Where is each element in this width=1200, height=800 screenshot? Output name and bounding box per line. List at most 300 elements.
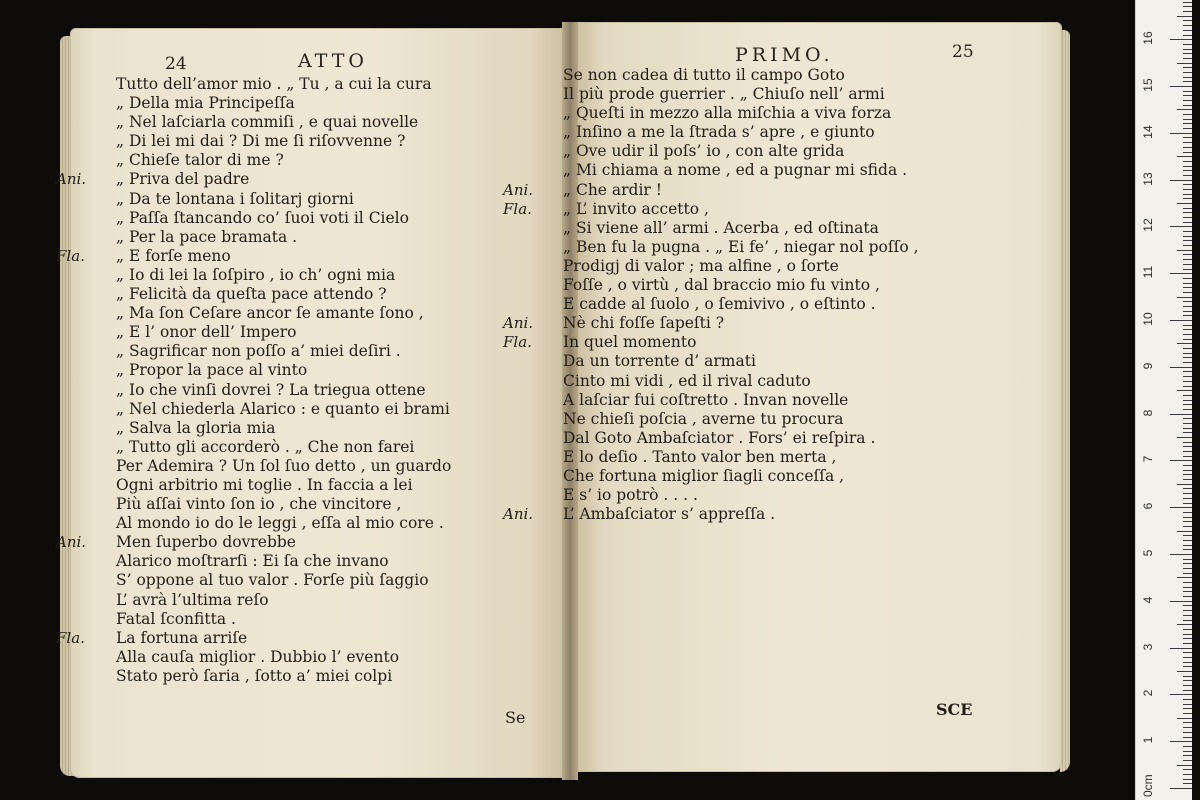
- ruler-tick: [1183, 535, 1192, 536]
- verse-text: E lo deſio . Tanto valor ben merta ,: [563, 447, 837, 466]
- ruler-label: 14: [1141, 125, 1155, 139]
- ruler-tick: [1183, 474, 1192, 475]
- ruler-tick: [1170, 694, 1192, 695]
- right-page-number: 25: [952, 42, 974, 62]
- ruler-tick: [1183, 652, 1192, 653]
- text-line: [545, 372, 965, 391]
- text-line: [98, 571, 493, 590]
- ruler-tick: [1183, 11, 1192, 12]
- ruler-tick: [1183, 100, 1192, 101]
- ruler-tick: [1183, 301, 1192, 302]
- ruler-tick: [1177, 250, 1192, 251]
- verse-text: Stato però ſaria , ſotto a’ miei colpi: [116, 666, 393, 685]
- ruler-tick: [1183, 119, 1192, 120]
- ruler-tick: [1183, 568, 1192, 569]
- ruler-tick: [1183, 357, 1192, 358]
- ruler-tick: [1183, 142, 1192, 143]
- ruler-tick: [1183, 105, 1192, 106]
- right-catchword: SCE: [936, 700, 973, 719]
- verse-text: L’ avrà l’ultima reſo: [116, 590, 269, 609]
- ruler-tick: [1177, 203, 1192, 204]
- ruler-tick: [1183, 254, 1192, 255]
- ruler-tick: [1183, 44, 1192, 45]
- ruler-tick: [1183, 409, 1192, 410]
- ruler-tick: [1170, 180, 1192, 181]
- ruler-tick: [1183, 287, 1192, 288]
- verse-text: Men ſuperbo dovrebbe: [116, 533, 296, 552]
- verse-text: Alarico moſtrarſi : Ei ſa che invano: [116, 552, 389, 571]
- verse-text: La fortuna arriſe: [116, 628, 248, 647]
- ruler-tick: [1183, 610, 1192, 611]
- verse-text: „ Inſino a me la ſtrada s’ apre , e giunto: [563, 123, 875, 142]
- text-line: [98, 228, 493, 247]
- ruler-tick: [1177, 63, 1192, 64]
- ruler-tick: [1170, 460, 1192, 461]
- ruler-tick: [1183, 166, 1192, 167]
- ruler-tick: [1183, 680, 1192, 681]
- ruler-tick: [1183, 362, 1192, 363]
- verse-text: L’ Ambaſciator s’ appreſſa .: [563, 505, 776, 524]
- ruler-tick: [1183, 240, 1192, 241]
- ruler-tick: [1183, 334, 1192, 335]
- ruler-tick: [1177, 671, 1192, 672]
- left-running-head: ATTO: [298, 50, 368, 72]
- ruler-tick: [1183, 259, 1192, 260]
- text-line: [98, 361, 493, 380]
- verse-text: „ Per la pace bramata .: [116, 227, 298, 246]
- ruler-tick: [1170, 86, 1192, 87]
- text-line: [56, 533, 493, 552]
- verse-text: Il più prode guerrier . „ Chiuſo nell’ armi: [563, 85, 885, 104]
- text-line: [503, 199, 965, 219]
- text-line: [98, 75, 493, 94]
- verse-text: „ Che ardir !: [563, 180, 662, 199]
- verse-text: „ Paſſa ſtancando co’ ſuoi voti il Cielo: [116, 208, 409, 227]
- ruler-tick: [1177, 531, 1192, 532]
- ruler-tick: [1183, 418, 1192, 419]
- text-line: [98, 591, 493, 610]
- verse-text: „ Felicità da queſta pace attendo ?: [116, 285, 387, 304]
- text-line: [98, 552, 493, 571]
- ruler-label: 13: [1141, 171, 1155, 186]
- text-line: [98, 323, 493, 342]
- text-line: [98, 94, 493, 113]
- text-line: [98, 667, 493, 686]
- ruler-tick: [1183, 35, 1192, 36]
- text-line: [545, 295, 965, 314]
- ruler-label: 0cm: [1141, 774, 1155, 797]
- ruler-label: 11: [1141, 265, 1155, 279]
- ruler-tick: [1183, 128, 1192, 129]
- ruler-label: 10: [1141, 312, 1155, 326]
- verse-text: Foſſe , o virtù , dal braccio mio fu vinto ,: [563, 276, 880, 295]
- ruler-label: 15: [1141, 78, 1155, 92]
- ruler-tick: [1183, 325, 1192, 326]
- ruler-tick: [1183, 493, 1192, 494]
- speaker-label: Ani.: [56, 533, 87, 552]
- text-line: [98, 476, 493, 495]
- verse-text: „ Tutto gli accorderò . „ Che non farei: [116, 437, 415, 456]
- ruler-tick: [1183, 67, 1192, 68]
- ruler-tick: [1183, 605, 1192, 606]
- verse-text: Ogni arbitrio mi toglie . In faccia a lei: [116, 475, 413, 494]
- text-line: [98, 457, 493, 476]
- ruler-tick: [1183, 53, 1192, 54]
- ruler-tick: [1183, 559, 1192, 560]
- ruler-tick: [1183, 245, 1192, 246]
- ruler-tick: [1183, 629, 1192, 630]
- text-line: [545, 276, 965, 295]
- ruler-tick: [1177, 484, 1192, 485]
- ruler-tick: [1183, 591, 1192, 592]
- ruler-tick: [1183, 737, 1192, 738]
- ruler-tick: [1177, 156, 1192, 157]
- verse-text: Al mondo io do le leggi , eſſa al mio core .: [116, 514, 444, 533]
- ruler-tick: [1177, 765, 1192, 766]
- ruler-label: 6: [1141, 502, 1155, 510]
- ruler-tick: [1183, 152, 1192, 153]
- ruler-tick: [1183, 582, 1192, 583]
- ruler-tick: [1183, 395, 1192, 396]
- ruler-tick: [1170, 133, 1192, 134]
- ruler-tick: [1170, 601, 1192, 602]
- verse-text: Alla cauſa miglior . Dubbio l’ evento: [116, 647, 400, 666]
- ruler-tick: [1183, 353, 1192, 354]
- ruler-tick: [1177, 718, 1192, 719]
- ruler-tick: [1183, 306, 1192, 307]
- verse-text: „ Di lei mi dai ? Di me ſi riſovvenne ?: [116, 132, 406, 151]
- ruler-tick: [1183, 72, 1192, 73]
- text-line: [98, 381, 493, 400]
- ruler-tick: [1170, 648, 1192, 649]
- verse-text: Dal Goto Ambaſciator . Fors’ ei reſpira .: [563, 428, 876, 447]
- verse-text: Ne chieſi poſcia , averne tu procura: [563, 409, 844, 428]
- text-line: [98, 495, 493, 514]
- ruler-tick: [1183, 315, 1192, 316]
- ruler-tick: [1170, 507, 1192, 508]
- ruler-tick: [1170, 414, 1192, 415]
- ruler-tick: [1183, 732, 1192, 733]
- ruler-tick: [1183, 573, 1192, 574]
- ruler-tick: [1183, 690, 1192, 691]
- ruler-tick: [1183, 49, 1192, 50]
- text-line: [98, 113, 493, 132]
- verse-text: Più aſſai vinto ſon io , che vincitore ,: [116, 495, 402, 514]
- ruler-tick: [1183, 212, 1192, 213]
- verse-text: „ Da te lontana i ſolitarj giorni: [116, 189, 354, 208]
- ruler-tick: [1183, 620, 1192, 621]
- right-running-head: PRIMO.: [735, 44, 834, 66]
- text-line: [545, 142, 965, 161]
- ruler-tick: [1183, 446, 1192, 447]
- verse-text: „ Io di lei la ſoſpiro , io ch’ ogni mia: [116, 265, 396, 284]
- ruler-tick: [1183, 6, 1192, 7]
- ruler-tick: [1183, 563, 1192, 564]
- text-line: [98, 610, 493, 629]
- verse-text: E s’ io potrò . . . .: [563, 486, 698, 505]
- ruler-tick: [1183, 615, 1192, 616]
- verse-text: In quel momento: [563, 333, 697, 352]
- ruler-tick: [1183, 25, 1192, 26]
- ruler-tick: [1183, 676, 1192, 677]
- verse-text: Che fortuna miglior ſiagli conceſſa ,: [563, 466, 845, 485]
- ruler-tick: [1183, 755, 1192, 756]
- text-line: [545, 85, 965, 104]
- verse-text: „ Chieſe talor di me ?: [116, 151, 284, 170]
- verse-text: „ Della mia Principeſſa: [116, 94, 295, 113]
- ruler-tick: [1183, 699, 1192, 700]
- ruler-tick: [1183, 189, 1192, 190]
- ruler-tick: [1177, 390, 1192, 391]
- ruler-tick: [1183, 657, 1192, 658]
- speaker-label: Fla.: [56, 246, 85, 265]
- ruler-tick: [1183, 386, 1192, 387]
- ruler-tick: [1183, 760, 1192, 761]
- text-line: [98, 514, 493, 533]
- ruler-label: 8: [1141, 409, 1155, 416]
- text-line: [545, 257, 965, 276]
- ruler-tick: [1177, 109, 1192, 110]
- ruler-tick: [1183, 774, 1192, 775]
- ruler-label: 4: [1141, 596, 1155, 604]
- ruler-tick: [1183, 512, 1192, 513]
- ruler-tick: [1183, 634, 1192, 635]
- ruler-tick: [1183, 194, 1192, 195]
- ruler-tick: [1183, 161, 1192, 162]
- left-page-number: 24: [165, 54, 187, 74]
- ruler-tick: [1183, 451, 1192, 452]
- ruler-tick: [1170, 320, 1192, 321]
- text-line: [545, 391, 965, 410]
- text-line: [98, 132, 493, 151]
- ruler-tick: [1183, 264, 1192, 265]
- verse-text: „ Io che vinſi dovrei ? La triegua ottene: [116, 380, 426, 399]
- ruler-tick: [1183, 423, 1192, 424]
- ruler-tick: [1183, 540, 1192, 541]
- ruler-tick: [1183, 666, 1192, 667]
- ruler-tick: [1183, 81, 1192, 82]
- ruler-tick: [1183, 348, 1192, 349]
- ruler-label: 3: [1141, 643, 1155, 650]
- ruler-tick: [1183, 549, 1192, 550]
- ruler-tick: [1183, 526, 1192, 527]
- verse-text: A laſciar fui coſtretto . Invan novelle: [563, 390, 849, 409]
- ruler-tick: [1170, 39, 1192, 40]
- ruler-tick: [1183, 114, 1192, 115]
- ruler-tick: [1183, 147, 1192, 148]
- text-line: [503, 505, 965, 524]
- ruler-tick: [1183, 231, 1192, 232]
- ruler-tick: [1183, 400, 1192, 401]
- verse-text: „ L’ invito accetto ,: [563, 199, 709, 218]
- ruler-tick: [1183, 685, 1192, 686]
- ruler-tick: [1183, 479, 1192, 480]
- text-line: [545, 467, 965, 486]
- text-line: [545, 104, 965, 123]
- speaker-label: Fla.: [503, 199, 532, 218]
- ruler-tick: [1183, 746, 1192, 747]
- ruler-tick: [1170, 788, 1192, 789]
- ruler-tick: [1183, 137, 1192, 138]
- speaker-label: Ani.: [503, 505, 534, 524]
- right-page-text: [503, 66, 965, 524]
- ruler-tick: [1170, 273, 1192, 274]
- ruler-tick: [1183, 371, 1192, 372]
- ruler-label: 9: [1141, 362, 1155, 370]
- text-line: [98, 190, 493, 209]
- ruler-tick: [1183, 339, 1192, 340]
- verse-text: Se non cadea di tutto il campo Goto: [563, 66, 845, 84]
- speaker-label: Ani.: [503, 314, 534, 333]
- ruler-tick: [1183, 175, 1192, 176]
- text-line: [545, 429, 965, 448]
- text-line: [98, 419, 493, 438]
- ruler-tick: [1183, 170, 1192, 171]
- text-line: [98, 151, 493, 170]
- verse-text: S’ oppone al tuo valor . Forſe più ſaggio: [116, 571, 429, 590]
- text-line: [545, 448, 965, 467]
- speaker-label: Ani.: [503, 180, 534, 199]
- left-page-text: [56, 75, 493, 686]
- verse-text: Cinto mi vidi , ed il rival caduto: [563, 371, 811, 390]
- ruler-tick: [1183, 503, 1192, 504]
- verse-text: „ Salva la gloria mia: [116, 418, 276, 437]
- verse-text: E cadde al ſuolo , o ſemivivo , o eſtinto .: [563, 295, 876, 314]
- ruler-tick: [1183, 269, 1192, 270]
- text-line: [56, 246, 493, 266]
- ruler-tick: [1183, 404, 1192, 405]
- left-catchword: Se: [505, 708, 526, 727]
- text-line: [545, 486, 965, 505]
- ruler-label: 16: [1141, 31, 1155, 45]
- text-line: [545, 410, 965, 429]
- ruler-tick: [1177, 624, 1192, 625]
- ruler-tick: [1183, 311, 1192, 312]
- text-line: [98, 648, 493, 667]
- ruler-tick: [1177, 577, 1192, 578]
- ruler-label: 7: [1141, 456, 1155, 463]
- ruler-tick: [1183, 470, 1192, 471]
- ruler-tick: [1183, 208, 1192, 209]
- ruler-tick: [1183, 95, 1192, 96]
- ruler-tick: [1183, 278, 1192, 279]
- verse-text: „ E forſe meno: [116, 246, 231, 265]
- ruler-label: 12: [1141, 218, 1155, 233]
- ruler-tick: [1183, 432, 1192, 433]
- ruler-tick: [1177, 437, 1192, 438]
- verse-text: „ Sagrificar non poſſo a’ miei deſiri .: [116, 342, 401, 361]
- ruler-tick: [1183, 638, 1192, 639]
- ruler-tick: [1183, 236, 1192, 237]
- ruler-tick: [1170, 554, 1192, 555]
- text-line: [98, 400, 493, 419]
- text-line: [503, 314, 965, 333]
- verse-text: „ Si viene all’ armi . Acerba , ed oſtinata: [563, 218, 879, 237]
- ruler-tick: [1183, 643, 1192, 644]
- ruler-tick: [1183, 783, 1192, 784]
- ruler-tick: [1183, 596, 1192, 597]
- ruler-tick: [1183, 465, 1192, 466]
- ruler-label: 1: [1141, 736, 1155, 744]
- text-line: [545, 66, 965, 85]
- verse-text: Da un torrente d’ armati: [563, 352, 756, 371]
- ruler-tick: [1183, 91, 1192, 92]
- ruler-tick: [1183, 381, 1192, 382]
- verse-text: „ Ove udir il poſs’ io , con alte grida: [563, 142, 845, 161]
- ruler-tick: [1183, 222, 1192, 223]
- ruler-tick: [1183, 217, 1192, 218]
- ruler-tick: [1183, 58, 1192, 59]
- ruler-tick: [1183, 184, 1192, 185]
- ruler-tick: [1183, 545, 1192, 546]
- verse-text: „ Nel chiederla Alarico : e quanto ei brami: [116, 399, 450, 418]
- ruler-tick: [1183, 779, 1192, 780]
- verse-text: Fatal ſconfitta .: [116, 609, 236, 628]
- text-line: [56, 170, 493, 189]
- ruler-tick: [1183, 713, 1192, 714]
- text-line: [56, 628, 493, 648]
- ruler-tick: [1183, 198, 1192, 199]
- ruler-tick: [1183, 587, 1192, 588]
- verse-text: „ Nel laſciarla commiſi , e quai novelle: [116, 113, 419, 132]
- text-line: [545, 219, 965, 238]
- speaker-label: Fla.: [503, 333, 532, 352]
- verse-text: „ Ben fu la pugna . „ Ei fe’ , niegar nol poſſo ,: [563, 237, 919, 256]
- ruler-tick: [1177, 16, 1192, 17]
- speaker-label: Ani.: [56, 170, 87, 189]
- ruler-tick: [1183, 376, 1192, 377]
- ruler-tick: [1177, 343, 1192, 344]
- verse-text: „ Priva del padre: [116, 170, 250, 189]
- ruler-tick: [1183, 123, 1192, 124]
- ruler-tick: [1183, 329, 1192, 330]
- text-line: [545, 352, 965, 371]
- ruler-tick: [1183, 2, 1192, 3]
- ruler-tick: [1183, 517, 1192, 518]
- verse-text: „ Queſti in mezzo alla miſchia a viva forza: [563, 104, 892, 123]
- ruler-tick: [1183, 708, 1192, 709]
- ruler-tick: [1183, 498, 1192, 499]
- ruler-tick: [1183, 20, 1192, 21]
- ruler-tick: [1183, 428, 1192, 429]
- ruler-tick: [1183, 751, 1192, 752]
- verse-text: „ E l’ onor dell’ Impero: [116, 323, 297, 342]
- ruler-tick: [1183, 722, 1192, 723]
- ruler-label: 5: [1141, 549, 1155, 557]
- verse-text: Per Ademira ? Un ſol ſuo detto , un guardo: [116, 456, 452, 475]
- verse-text: Prodigj di valor ; ma alfine , o ſorte: [563, 256, 839, 275]
- verse-text: Nè chi foſſe ſapeſti ?: [563, 314, 725, 333]
- text-line: [98, 342, 493, 361]
- ruler-tick: [1183, 521, 1192, 522]
- ruler-tick: [1183, 662, 1192, 663]
- ruler-tick: [1183, 769, 1192, 770]
- ruler-tick: [1183, 77, 1192, 78]
- text-line: [545, 161, 965, 180]
- ruler-tick: [1183, 456, 1192, 457]
- verse-text: Tutto dell’amor mio . „ Tu , a cui la cura: [116, 75, 432, 93]
- text-line: [503, 180, 965, 200]
- ruler-tick: [1170, 367, 1192, 368]
- ruler-tick: [1170, 741, 1192, 742]
- text-line: [545, 123, 965, 142]
- ruler-label: 2: [1141, 690, 1155, 697]
- ruler-tick: [1183, 30, 1192, 31]
- ruler-tick: [1170, 226, 1192, 227]
- measuring-ruler: [1135, 0, 1192, 800]
- speaker-label: Fla.: [56, 628, 85, 647]
- text-line: [98, 285, 493, 304]
